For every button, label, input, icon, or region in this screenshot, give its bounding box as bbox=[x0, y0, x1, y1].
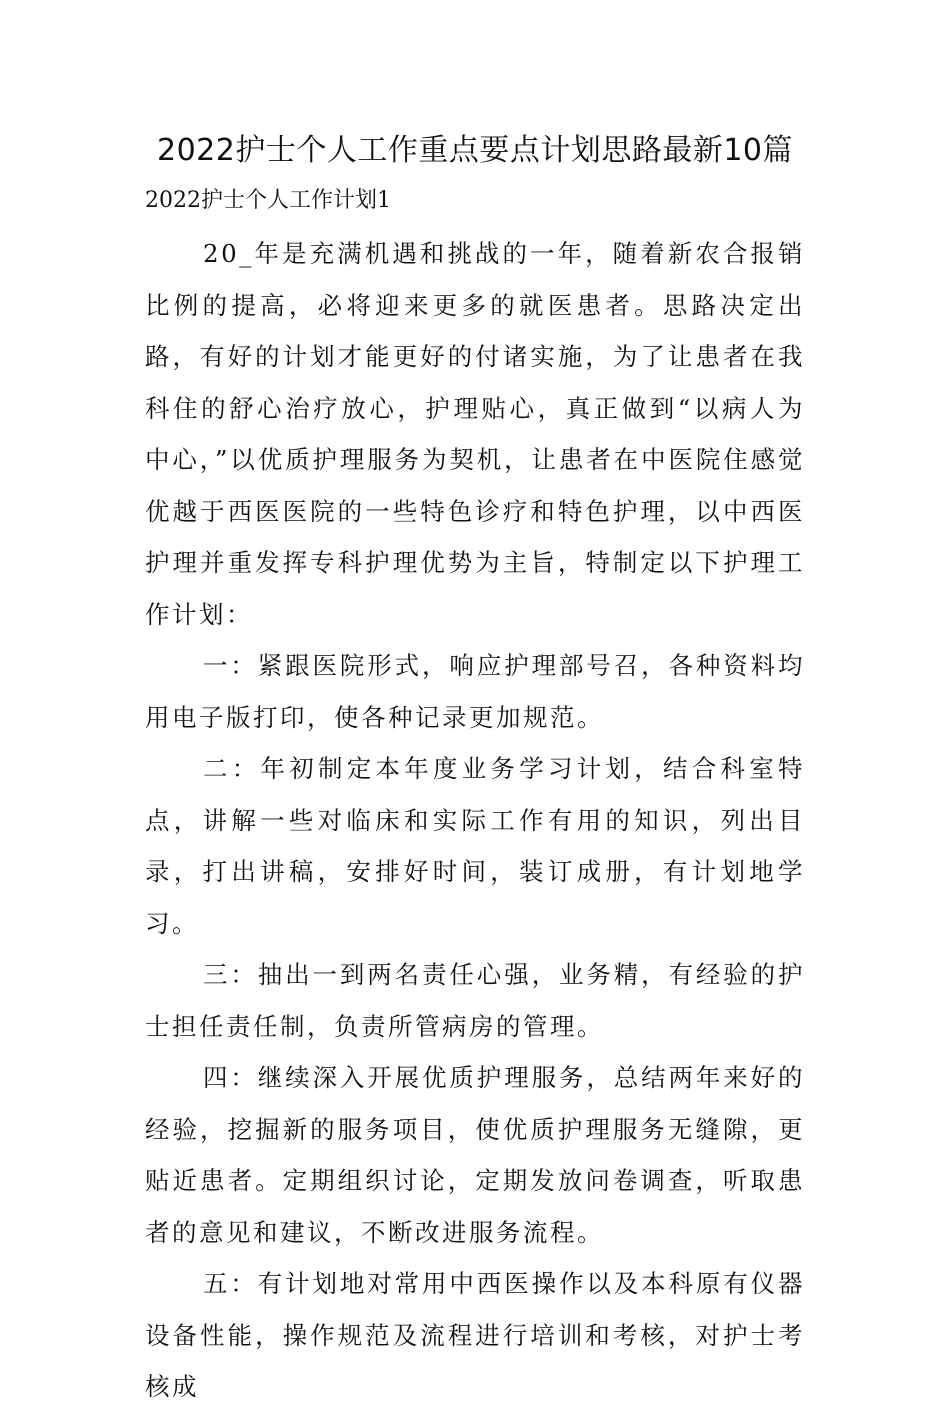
paragraph-item-4: 四：继续深入开展优质护理服务，总结两年来好的经验，挖掘新的服务项目，使优质护理服务无缝隙，更贴近患者。定期组织讨论，定期发放问卷调查，听取患者的意见和建议，不断改进服务流程。 bbox=[145, 1063, 805, 1247]
paragraph-item-2: 二：年初制定本年度业务学习计划，结合科室特点，讲解一些对临床和实际工作有用的知识，列出目录，打出讲稿，安排好时间，装订成册，有计划地学习。 bbox=[145, 754, 805, 938]
section-heading: 2022护士个人工作计划1 bbox=[145, 188, 391, 213]
document-title: 2022护士个人工作重点要点计划思路最新10篇 bbox=[156, 133, 794, 168]
paragraph-item-5: 五：有计划地对常用中西医操作以及本科原有仪器设备性能，操作规范及流程进行培训和考核，对护士考核成 bbox=[145, 1269, 805, 1401]
paragraph-item-3: 三：抽出一到两名责任心强，业务精，有经验的护士担任责任制，负责所管病房的管理。 bbox=[145, 960, 805, 1041]
paragraph-intro: 20_年是充满机遇和挑战的一年，随着新农合报销比例的提高，必将迎来更多的就医患者。思路决定出路，有好的计划才能更好的付诸实施，为了让患者在我科住的舒心治疗放心，护理贴心，真正做到“以病人为中心，”以优质护理服务为契机，让患者在中医院住感觉优越于西医医院的一些特色诊疗和特色护理，以中西医护理并重发挥专科护理优势为主旨，特制定以下护理工作计划： bbox=[145, 239, 805, 629]
paragraph-item-1: 一：紧跟医院形式，响应护理部号召，各种资料均用电子版打印，使各种记录更加规范。 bbox=[145, 651, 805, 732]
document-body bbox=[145, 228, 805, 1413]
